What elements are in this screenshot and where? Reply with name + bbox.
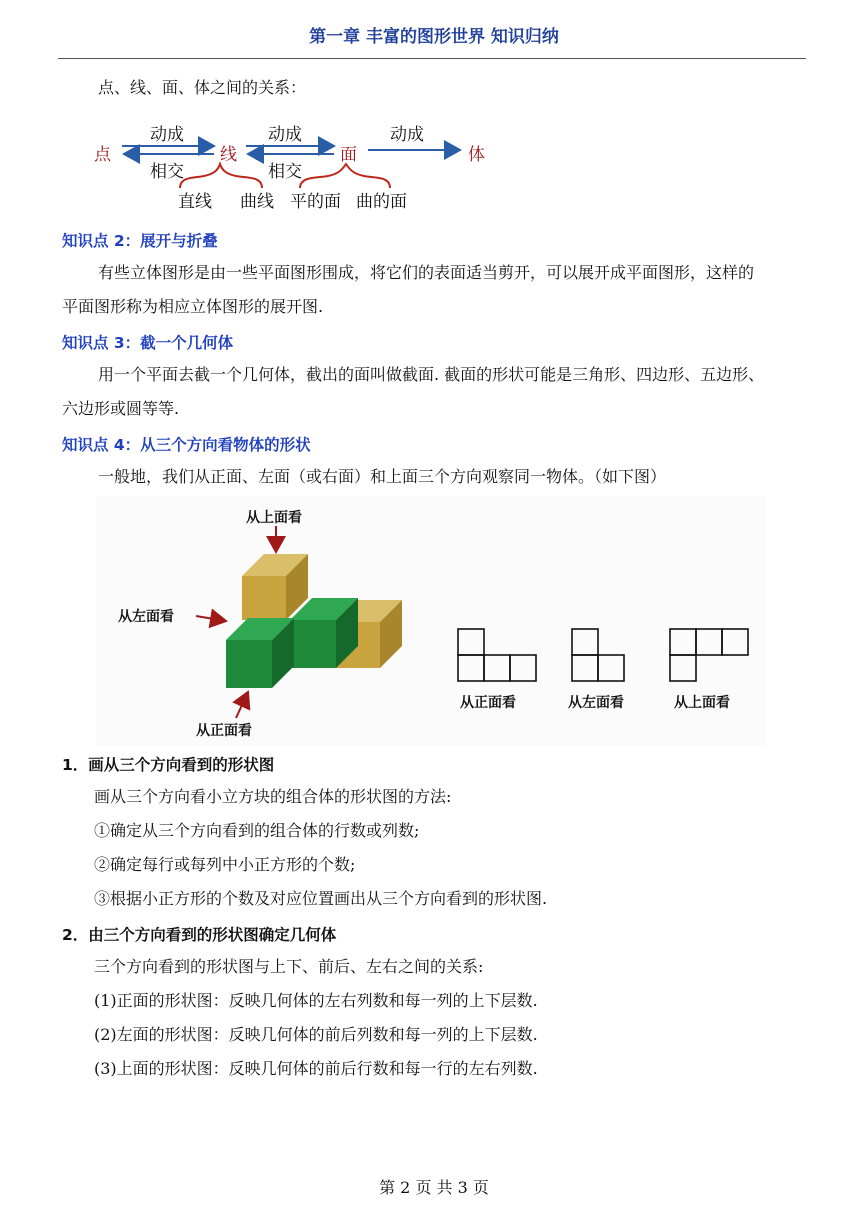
kind-flat: 平的面 xyxy=(290,192,341,212)
s1-line-0: 画从三个方向看小立方块的组合体的形状图的方法: xyxy=(94,787,452,806)
node-body: 体 xyxy=(468,145,485,165)
three-view-figure xyxy=(96,496,766,746)
kp2-line-2: 平面图形称为相应立体图形的展开图. xyxy=(62,297,324,316)
s2-line-2: (2)左面的形状图：反映几何体的前后列数和每一列的上下层数. xyxy=(94,1025,538,1044)
node-point: 点 xyxy=(94,145,111,165)
view-front-caption: 从正面看 xyxy=(460,695,516,711)
kind-curve: 曲线 xyxy=(240,192,274,212)
line-brace xyxy=(180,164,262,188)
kp3-line-2: 六边形或圆等等. xyxy=(62,399,180,418)
s1-line-1: ①确定从三个方向看到的组合体的行数或列数; xyxy=(94,821,420,840)
view-left-caption: 从左面看 xyxy=(568,695,624,711)
kp4-title: 知识点 4：从三个方向看物体的形状 xyxy=(62,436,311,454)
kp2-line-1: 有些立体图形是由一些平面图形围成，将它们的表面适当剪开，可以展开成平面图形，这样的 xyxy=(98,263,755,282)
kind-curved: 曲的面 xyxy=(356,192,407,212)
relation-diagram-arrows xyxy=(0,0,868,230)
label-intersect-1: 相交 xyxy=(150,162,184,182)
page-header: 第一章 丰富的图形世界 知识归纳 xyxy=(309,27,559,47)
relation-heading: 点、线、面、体之间的关系： xyxy=(98,78,307,97)
kp3-line-1: 用一个平面去截一个几何体，截出的面叫做截面. 截面的形状可能是三角形、四边形、五边形、 xyxy=(98,365,765,384)
kp2-title: 知识点 2：展开与折叠 xyxy=(62,232,218,250)
s1-title: 1．画从三个方向看到的形状图 xyxy=(62,756,275,774)
s2-line-3: (3)上面的形状图：反映几何体的前后行数和每一行的左右列数. xyxy=(94,1059,538,1078)
s2-line-1: (1)正面的形状图：反映几何体的左右列数和每一列的上下层数. xyxy=(94,991,538,1010)
face-brace xyxy=(300,164,390,188)
s1-line-2: ②确定每行或每列中小正方形的个数; xyxy=(94,855,356,874)
s1-line-3: ③根据小正方形的个数及对应位置画出从三个方向看到的形状图. xyxy=(94,889,548,908)
label-form-1: 动成 xyxy=(150,125,184,145)
fig-front-label: 从正面看 xyxy=(196,723,252,739)
label-form-3: 动成 xyxy=(390,125,424,145)
label-form-2: 动成 xyxy=(268,125,302,145)
s2-title: 2．由三个方向看到的形状图确定几何体 xyxy=(62,926,337,944)
view-top-caption: 从上面看 xyxy=(674,695,730,711)
page-footer: 第 2 页 共 3 页 xyxy=(379,1178,489,1197)
s2-line-0: 三个方向看到的形状图与上下、前后、左右之间的关系: xyxy=(94,957,484,976)
kp4-line-1: 一般地，我们从正面、左面（或右面）和上面三个方向观察同一物体。（如下图） xyxy=(98,467,667,486)
fig-top-label: 从上面看 xyxy=(246,510,302,526)
label-intersect-2: 相交 xyxy=(268,162,302,182)
node-face: 面 xyxy=(340,145,357,165)
kp3-title: 知识点 3：截一个几何体 xyxy=(62,334,234,352)
node-line: 线 xyxy=(220,145,237,165)
kind-straight: 直线 xyxy=(178,192,212,212)
fig-left-label: 从左面看 xyxy=(118,609,174,625)
